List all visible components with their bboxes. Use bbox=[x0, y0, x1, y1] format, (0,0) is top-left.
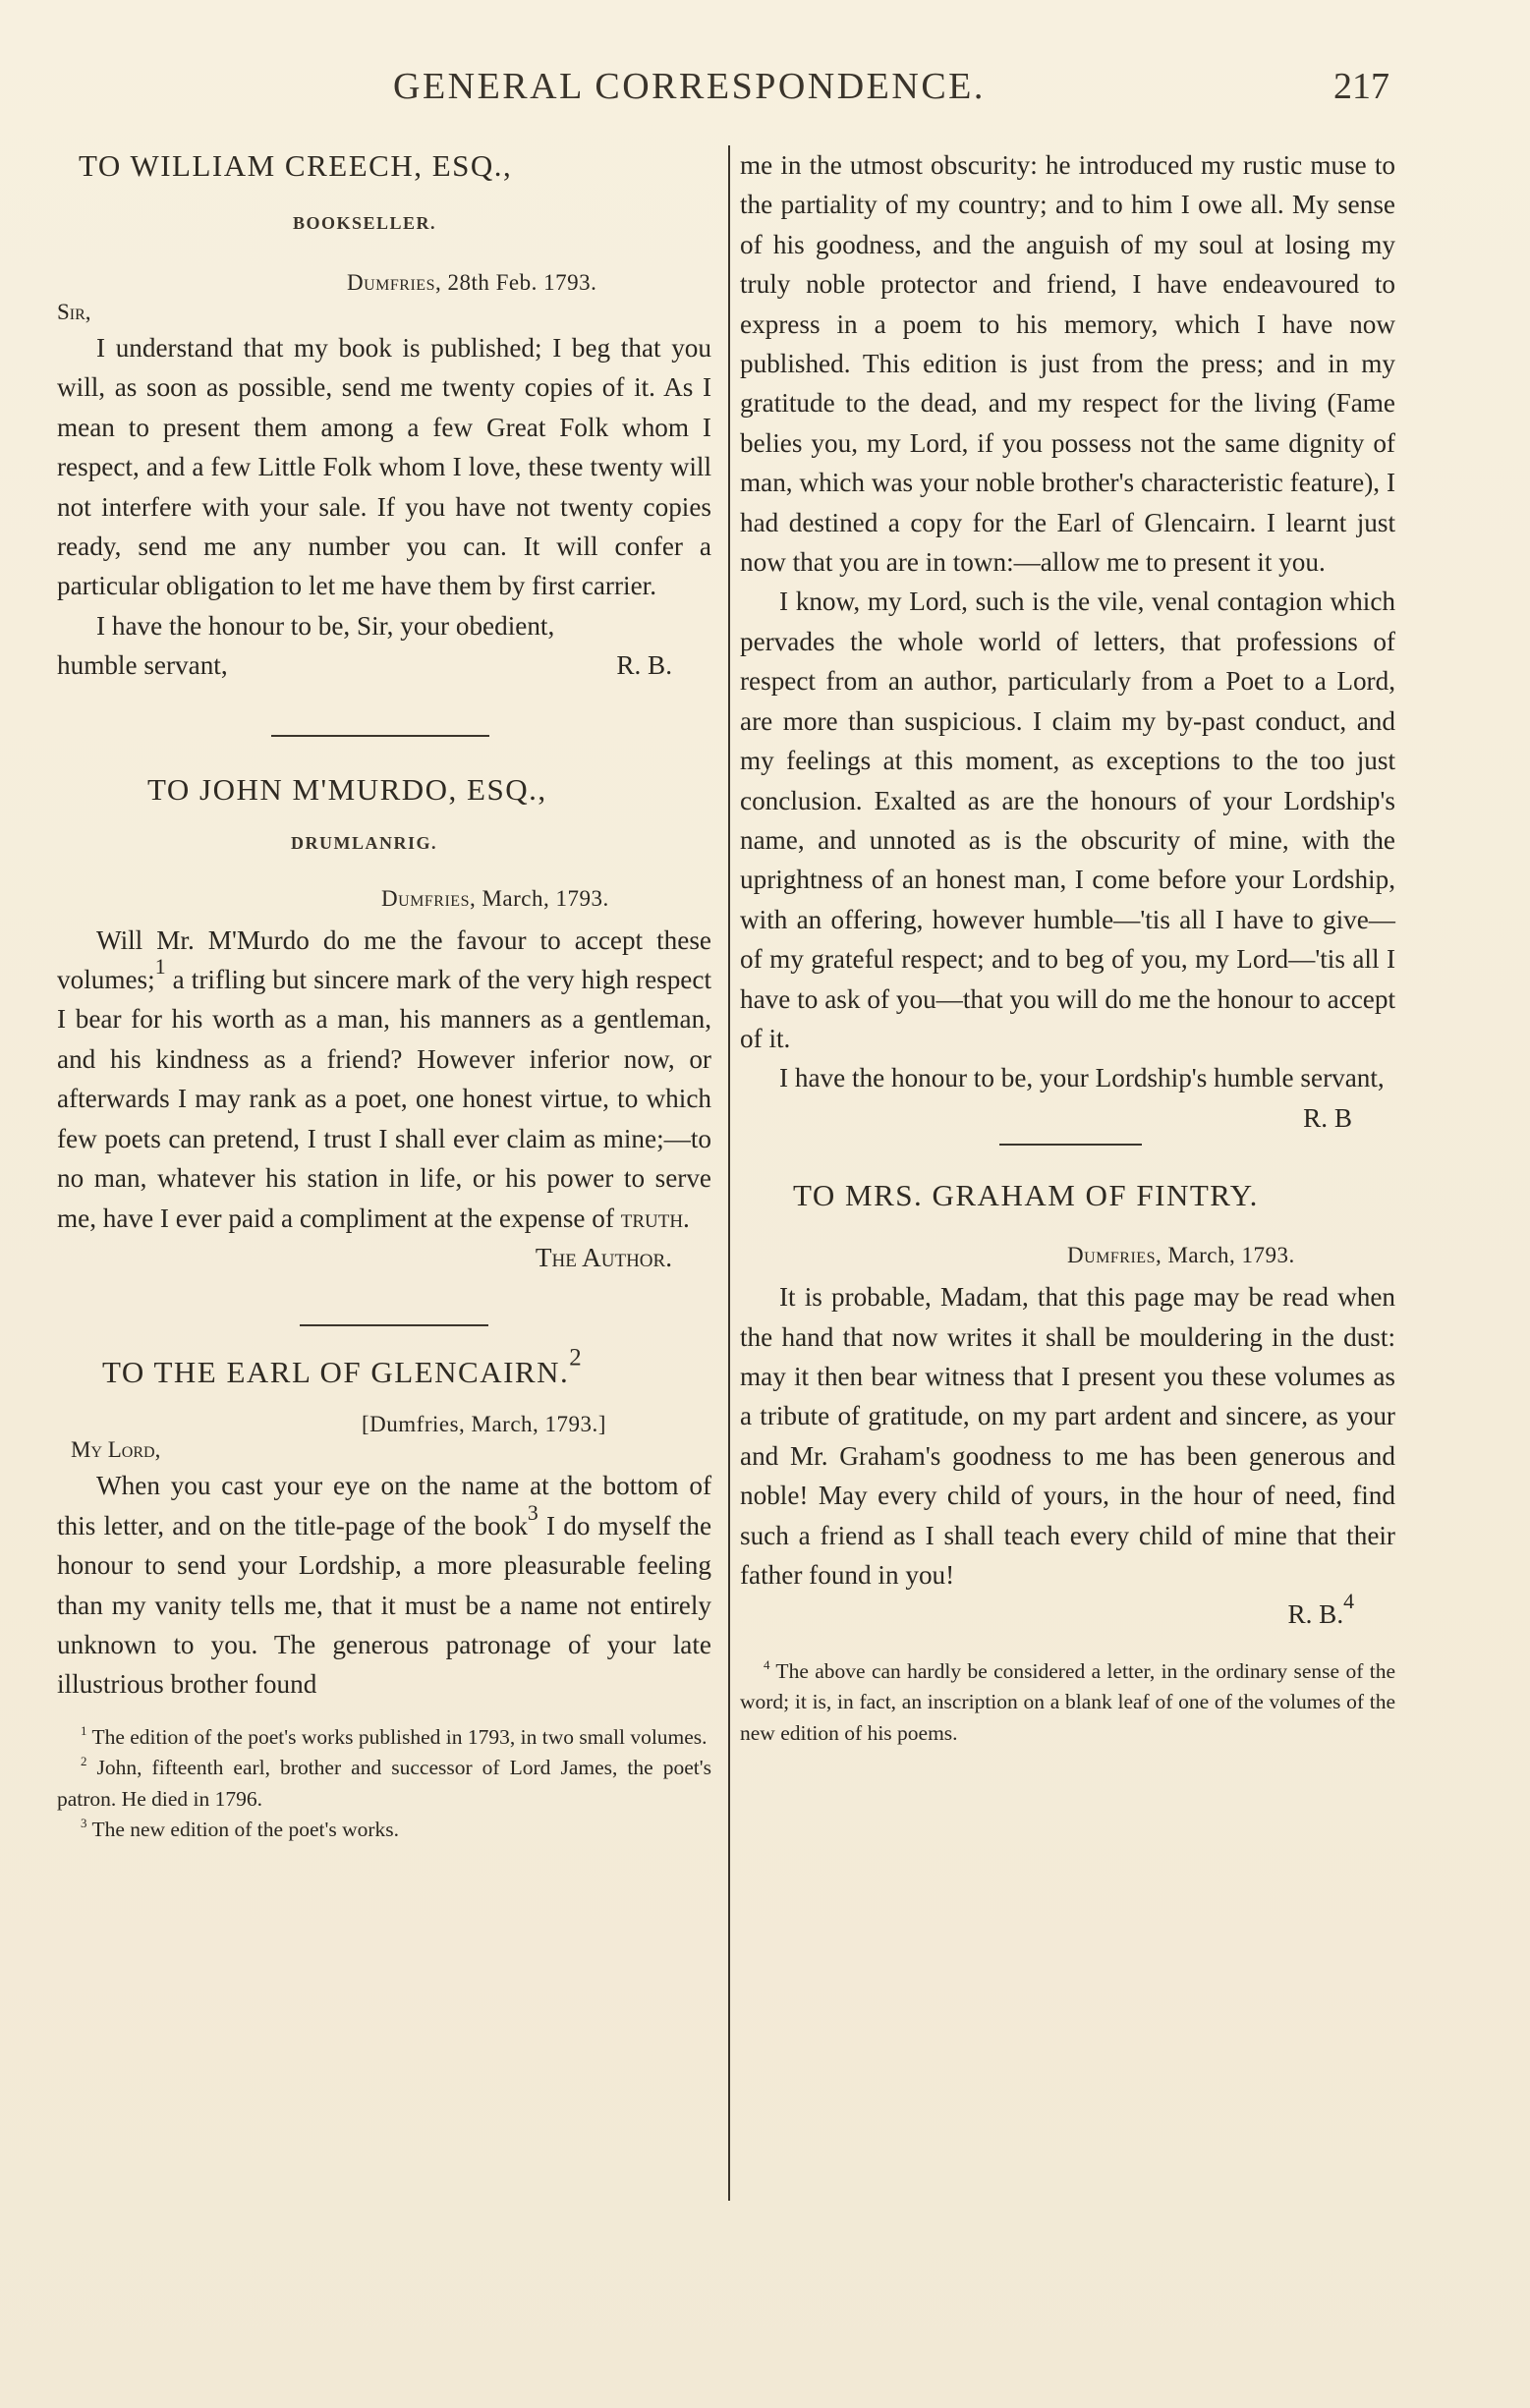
letter-signoff bbox=[57, 645, 711, 685]
left-column bbox=[57, 145, 711, 1846]
section-divider bbox=[999, 1144, 1142, 1146]
letter-to-glencairn-continued bbox=[740, 145, 1395, 1138]
letter-body: I understand that my book is published; I beg that you will, as soon as possible, send me twenty copies of it. As I mean to present them among a few Great Folk whom I respect, and a few Little Folk whom I love, these twenty will not interfere with your sale. If you have not twenty copies ready, send me any number you can. It will confer a particular obligation to let me have them by first carrier. bbox=[57, 333, 711, 601]
letter-body: When you cast your eye on the name at the bottom of this letter, and on the title-page of the book$^3$ I do myself the honour to send your Lordship, a more pleasurable feeling than my vanity tells me, that it must be a name not entirely unknown to you. The generous patronage of your late illustrious brother found bbox=[57, 1471, 712, 1700]
letter-heading: TO WILLIAM CREECH, ESQ., bbox=[79, 148, 513, 183]
section-divider bbox=[300, 1324, 488, 1326]
footnotes-left bbox=[57, 1722, 711, 1846]
letter-closing: I have the honour to be, Sir, your obedient, bbox=[96, 610, 555, 641]
dateline-place: Dumfries bbox=[347, 270, 435, 295]
signature: R. B.$^4$ bbox=[1287, 1590, 1354, 1630]
truth-word: truth. bbox=[620, 1203, 690, 1233]
footnote-ref[interactable]: 4 bbox=[1343, 1590, 1354, 1614]
footnote: $^2$ John, fifteenth earl, brother and successor of Lord James, the poet's patron. He died in 1796. bbox=[57, 1755, 711, 1811]
footnote: $^1$ The edition of the poet's works published in 1793, in two small volumes. bbox=[81, 1723, 708, 1749]
page-number: 217 bbox=[1333, 66, 1389, 107]
footnote-ref[interactable]: 3 bbox=[527, 1500, 538, 1525]
letter-body: It is probable, Madam, that this page may be read when the hand that now writes it shall be mouldering in the dust: may it then bear witness that I present you these volumes as a tribute of gratitude, on my part ardent and sincere, as your and Mr. Graham's goodness to me has been generous and noble! May every child of yours, in the hour of need, find such a friend as I shall teach every child of mine that their father found in you! bbox=[740, 1282, 1395, 1590]
letter-to-creech bbox=[57, 145, 711, 686]
letter-to-glencairn bbox=[57, 1344, 712, 1704]
running-head: GENERAL CORRESPONDENCE. bbox=[393, 66, 986, 107]
section-divider bbox=[271, 735, 489, 737]
letter-heading: TO MRS. GRAHAM OF FINTRY. bbox=[793, 1178, 1259, 1213]
dateline-place: Dumfries bbox=[1067, 1243, 1156, 1268]
letter-subheading: DRUMLANRIG. bbox=[291, 832, 437, 853]
letter-dateline bbox=[57, 265, 711, 301]
letter-salutation: My Lord, bbox=[71, 1437, 161, 1463]
dateline-date: , March, 1793. bbox=[469, 885, 609, 911]
footnote-ref[interactable]: 2 bbox=[569, 1344, 584, 1372]
letter-dateline bbox=[740, 1238, 1395, 1273]
dateline-place: Dumfries bbox=[381, 885, 470, 911]
letter-to-mmurdo bbox=[57, 769, 711, 1278]
body-text: a trifling but sincere mark of the very high respect I bear for his worth as a man, his manners as a gentleman, and his kindness as a friend? However inferior now, or afterwards I may rank as a poet, one honest virtue, to which few poets can pretend, I trust I shall ever claim as mine;—to no man, whatever his station in life, or his power to serve me, have I ever paid a compliment at the expense of bbox=[57, 965, 711, 1233]
letter-dateline bbox=[57, 881, 711, 917]
letter-heading: TO THE EARL OF GLENCAIRN.$^2$ bbox=[102, 1344, 584, 1390]
letter-body: me in the utmost obscurity: he introduced my rustic muse to the partiality of my country; and to him I owe all. My sense of his goodness, and the anguish of my soul at losing my truly noble protector and friend, I have endeavoured to express in a poem to his memory, which I have now published. This edition is just from the press; and in my gratitude to the dead, and my respect for the living (Fame belies you, my Lord, if you possess not the same dignity of man, which was your noble brother's characteristic feature), I had destined a copy for the Earl of Glencairn. I learnt just now that you are in town:—allow me to present it you. bbox=[740, 150, 1395, 578]
dateline-date: , 28th Feb. 1793. bbox=[434, 270, 597, 295]
signature: R. B bbox=[1303, 1102, 1352, 1133]
column-divider bbox=[728, 145, 730, 2201]
letter-subheading: BOOKSELLER. bbox=[293, 213, 437, 233]
dateline-date: , March, 1793. bbox=[1155, 1243, 1295, 1268]
letter-body: I know, my Lord, such is the vile, venal contagion which pervades the whole world of letters, that professions of respect from an author, particularly from a Poet to a Lord, are more than suspicious. I claim my by-past conduct, and my feelings at this moment, as exceptions to the too just conclusion. Exalted as are the honours of your Lordship's name, and unnoted as is the obscurity of mine, with the uprightness of an honest man, I come before your Lordship, with an offering, however humble—'tis all I have to give—of my grateful respect; and to beg of you, my Lord—'tis all I have to ask of you—that you will do me the honour to accept of it. bbox=[740, 587, 1395, 1053]
letter-salutation: Sir, bbox=[57, 300, 91, 324]
signature: The Author. bbox=[535, 1242, 672, 1272]
closing-line: humble servant, bbox=[57, 650, 228, 681]
body-text: Will Mr. M'Murdo do me the favour to accept these volumes; bbox=[57, 924, 711, 995]
footnote-ref[interactable]: 1 bbox=[154, 954, 166, 979]
footnote: $^3$ The new edition of the poet's works. bbox=[81, 1817, 400, 1842]
letter-to-graham bbox=[740, 1175, 1395, 1635]
letter-closing: I have the honour to be, your Lordship's humble servant, bbox=[779, 1063, 1385, 1093]
footnotes-right bbox=[740, 1656, 1395, 1750]
letter-body bbox=[57, 921, 711, 1238]
signature: R. B. bbox=[616, 650, 672, 681]
letter-dateline: [Dumfries, March, 1793.] bbox=[362, 1412, 606, 1437]
footnote: $^4$ The above can hardly be considered a letter, in the ordinary sense of the word; it is, in fact, an inscription on a blank leaf of one of the volumes of the new edition of his poems. bbox=[740, 1657, 1395, 1745]
right-column bbox=[740, 145, 1395, 1749]
letter-heading: TO JOHN M'MURDO, ESQ., bbox=[147, 771, 547, 807]
